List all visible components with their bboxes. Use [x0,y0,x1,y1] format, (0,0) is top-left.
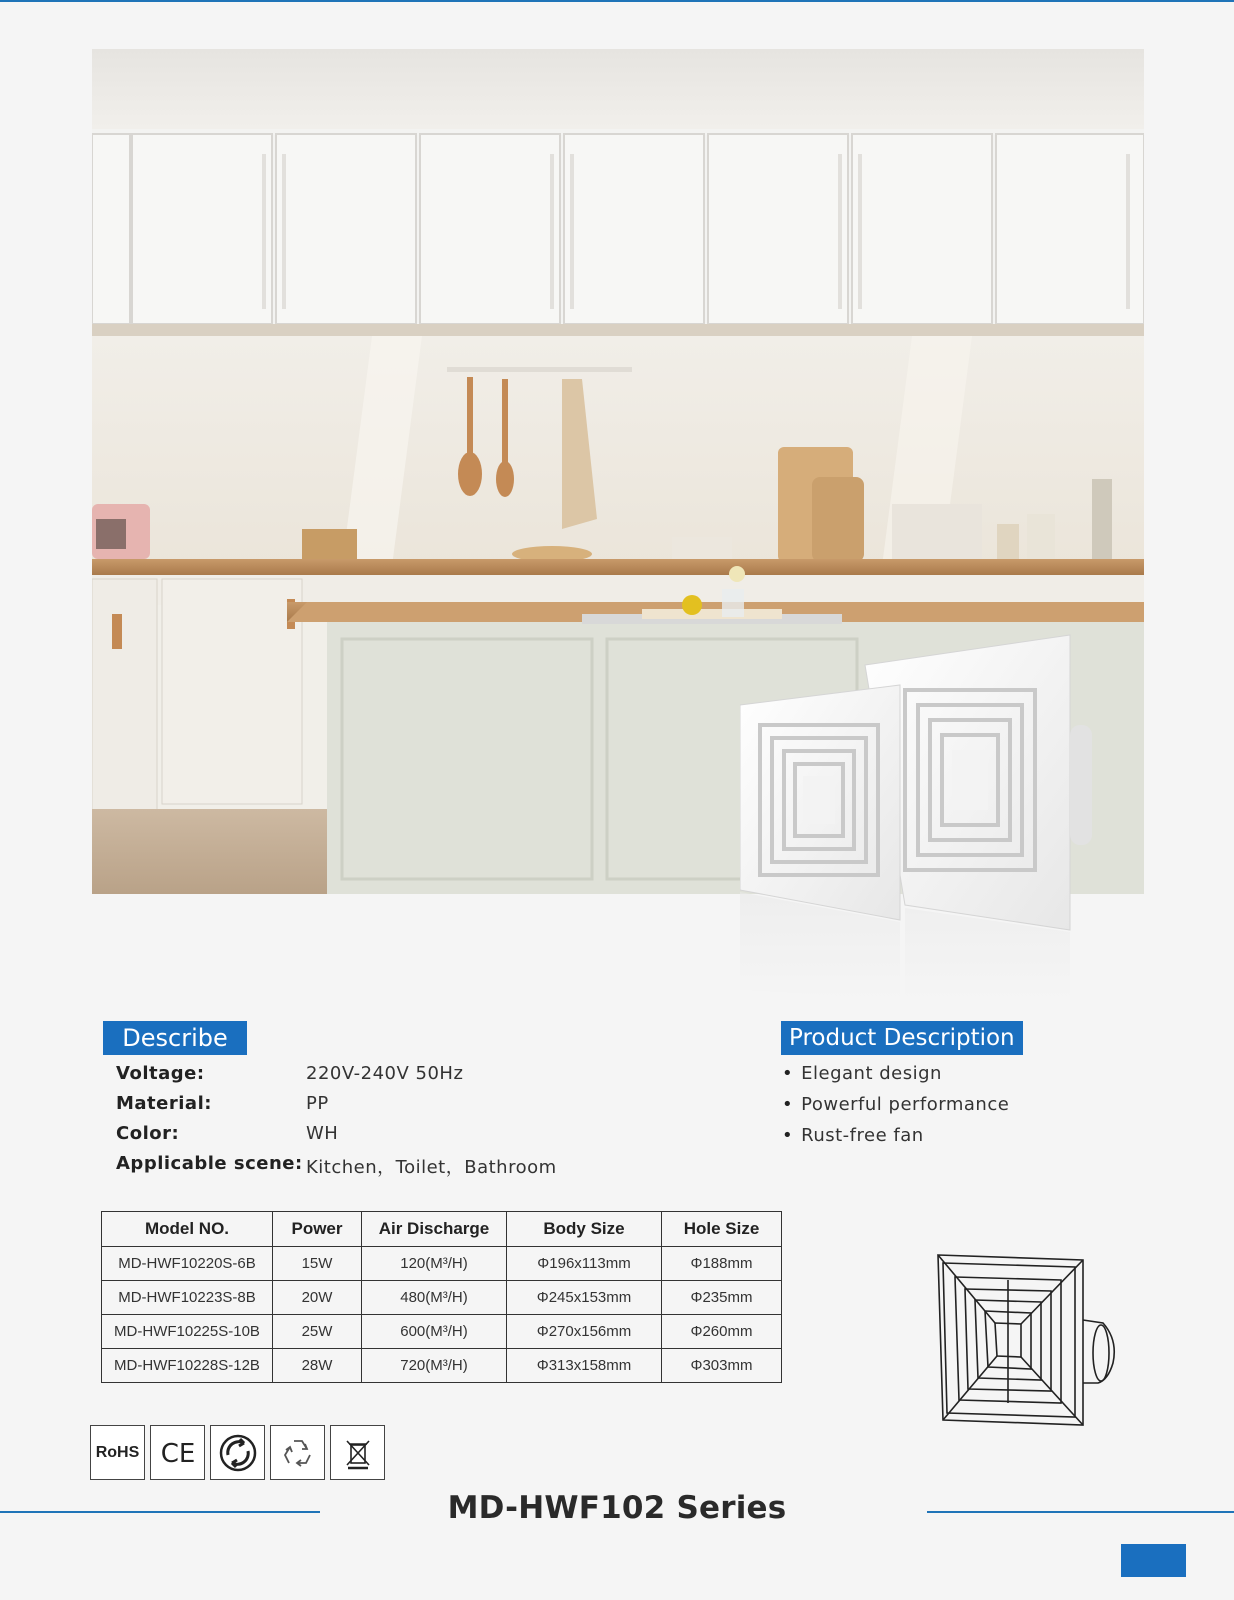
fan-line-drawing [933,1245,1118,1435]
col-header: Hole Size [662,1212,782,1247]
table-cell: 15W [273,1247,362,1281]
rohs-icon [90,1425,145,1480]
spec-value: WH [306,1123,339,1144]
spec-label: Applicable scene: [116,1153,303,1174]
table-cell: Φ235mm [662,1281,782,1315]
describe-heading: Describe [103,1021,247,1055]
table-cell: 480(M³/H) [362,1281,507,1315]
ce-label: CE [160,1438,195,1468]
table-cell: Φ313x158mm [507,1349,662,1383]
col-header: Air Discharge [362,1212,507,1247]
table-cell: 28W [273,1349,362,1383]
table-cell: 600(M³/H) [362,1315,507,1349]
series-title: MD-HWF102 Series [447,1490,787,1526]
product-description-heading: Product Description [781,1021,1023,1055]
list-item: • Elegant design [782,1063,1009,1094]
certification-row [90,1425,385,1480]
recycle-icon [270,1425,325,1480]
table-row [102,1247,782,1281]
ce-mark-icon [150,1425,205,1480]
green-dot-icon [210,1425,265,1480]
top-accent-line [0,0,1234,2]
model-table [101,1211,782,1383]
spec-label: Color: [116,1123,180,1144]
table-cell: Φ270x156mm [507,1315,662,1349]
table-row [102,1315,782,1349]
feature-list [782,1063,1009,1156]
col-header: Model NO. [102,1212,273,1247]
table-cell: MD-HWF10225S-10B [102,1315,273,1349]
table-cell: Φ245x153mm [507,1281,662,1315]
spec-label: Material: [116,1093,212,1114]
rohs-label: RoHS [95,1443,140,1461]
table-cell: Φ303mm [662,1349,782,1383]
table-row [102,1349,782,1383]
table-cell: Φ188mm [662,1247,782,1281]
table-cell: MD-HWF10228S-12B [102,1349,273,1383]
table-cell: 25W [273,1315,362,1349]
weee-bin-icon [330,1425,385,1480]
table-cell: 720(M³/H) [362,1349,507,1383]
table-cell: MD-HWF10223S-8B [102,1281,273,1315]
spec-value: PP [306,1093,329,1114]
list-item: • Powerful performance [782,1094,1009,1125]
product-fan-photo [740,630,1100,1010]
col-header: Body Size [507,1212,662,1247]
col-header: Power [273,1212,362,1247]
page-badge [1121,1544,1186,1577]
table-cell: 120(M³/H) [362,1247,507,1281]
list-item: • Rust-free fan [782,1125,1009,1156]
table-cell: 20W [273,1281,362,1315]
table-cell: Φ260mm [662,1315,782,1349]
table-cell: Φ196x113mm [507,1247,662,1281]
spec-label: Voltage: [116,1063,205,1084]
table-cell: MD-HWF10220S-6B [102,1247,273,1281]
table-row [102,1281,782,1315]
spec-value: 220V-240V 50Hz [306,1063,464,1084]
spec-value: Kitchen，Toilet，Bathroom [306,1157,557,1178]
table-header-row [102,1212,782,1247]
